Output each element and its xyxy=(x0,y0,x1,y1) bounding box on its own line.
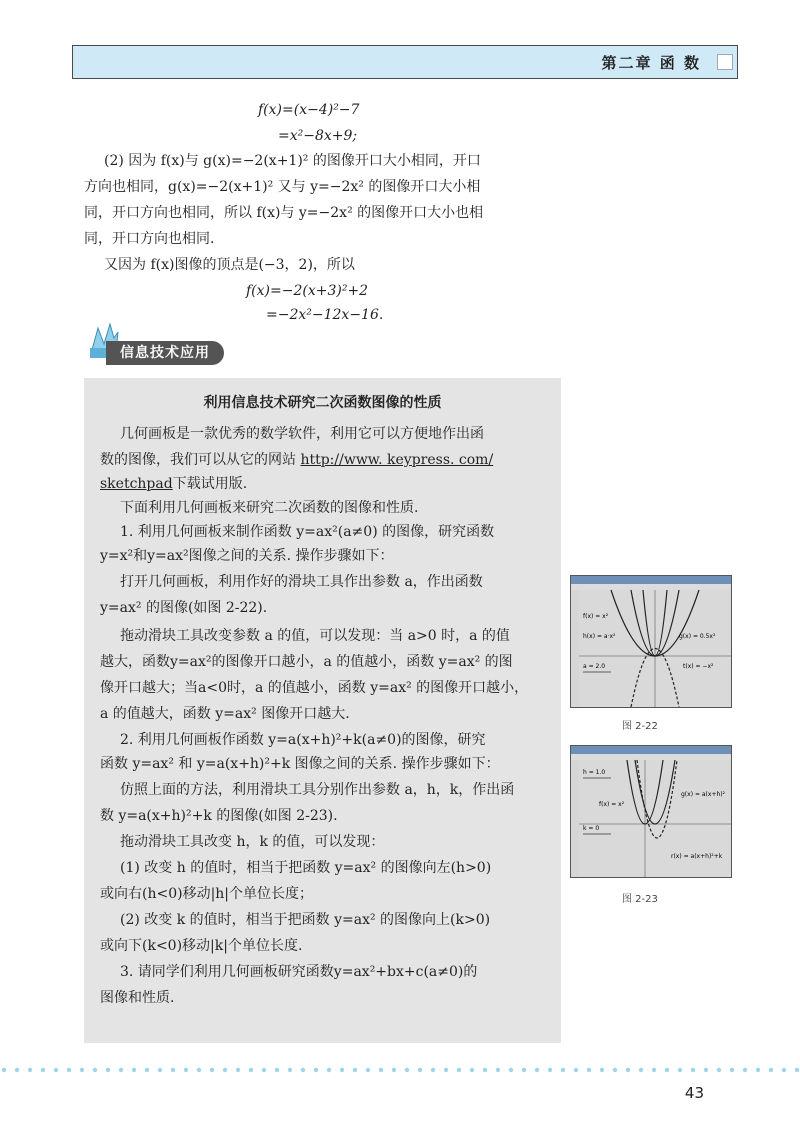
window-menubar xyxy=(571,754,731,760)
figure-2-23 xyxy=(570,745,732,878)
box-line: a 的值越大，函数 y=ax² 图像开口越大. xyxy=(100,706,350,722)
label-g: g(x) = 0.5x² xyxy=(679,633,716,640)
paragraph-line: 同，开口方向也相同. xyxy=(84,231,215,247)
box-line: 越大，函数y=ax²的图像开口越小，a 的值越小，函数 y=ax² 的图 xyxy=(100,654,513,670)
paragraph-line: 同，开口方向也相同，所以 f(x)与 y=−2x² 的图像开口大小也相 xyxy=(84,205,484,221)
paragraph-line: (2) 因为 f(x)与 g(x)=−2(x+1)² 的图像开口大小相同，开口 xyxy=(104,153,481,169)
label-r: r(x) = a(x+h)²+k xyxy=(671,853,723,860)
window-titlebar xyxy=(571,576,731,584)
box-line: 打开几何画板，利用作好的滑块工具作出参数 a，作出函数 xyxy=(120,574,483,590)
label-k: k = 0 xyxy=(583,825,600,832)
label-f: f(x) = x² xyxy=(599,801,625,808)
window-titlebar xyxy=(571,746,731,754)
figure-2-22-graph xyxy=(571,576,731,707)
figure-2-23-caption: 图 2-23 xyxy=(622,894,658,905)
info-box xyxy=(84,378,561,1043)
website-link[interactable]: http://www. keypress. com/ xyxy=(300,452,494,468)
box-line: 数 y=a(x+h)²+k 的图像(如图 2-23). xyxy=(100,808,338,824)
equation-line: f(x)=(x−4)²−7 xyxy=(258,102,360,118)
box-line: (1) 改变 h 的值时，相当于把函数 y=ax² 的图像向左(h>0) xyxy=(120,860,492,876)
box-text: 下载试用版. xyxy=(172,476,248,492)
box-line: 拖动滑块工具改变参数 a 的值，可以发现：当 a>0 时，a 的值 xyxy=(120,628,510,644)
chapter-title: 第二章 函 数 xyxy=(601,54,701,72)
label-a: a = 2.0 xyxy=(583,663,606,670)
box-text: 数的图像，我们可以从它的网站 xyxy=(100,452,301,468)
box-line: 图像和性质. xyxy=(100,990,175,1006)
label-h: h = 1.0 xyxy=(583,769,606,776)
box-line: 几何画板是一款优秀的数学软件，利用它可以方便地作出函 xyxy=(120,426,484,442)
label-h: h(x) = a·x² xyxy=(583,633,616,640)
box-line: 2. 利用几何画板作函数 y=a(x+h)²+k(a≠0)的图像，研究 xyxy=(120,732,486,748)
box-title: 利用信息技术研究二次函数图像的性质 xyxy=(203,395,442,411)
equation-line: =−2x²−12x−16. xyxy=(266,307,384,323)
chapter-header-bar xyxy=(72,45,738,79)
box-line xyxy=(100,474,247,494)
box-line: 下面利用几何画板来研究二次函数的图像和性质. xyxy=(120,500,419,516)
website-link-cont[interactable]: sketchpad xyxy=(100,476,173,492)
equation-line: f(x)=−2(x+3)²+2 xyxy=(246,283,369,299)
box-line: 或向右(h<0)移动|h|个单位长度； xyxy=(100,886,314,902)
box-line: (2) 改变 k 的值时，相当于把函数 y=ax² 的图像向上(k>0) xyxy=(120,912,491,928)
box-line: 拖动滑块工具改变 h，k 的值，可以发现： xyxy=(120,834,385,850)
box-line xyxy=(100,450,493,470)
figure-2-22 xyxy=(570,575,732,708)
box-line: y=ax² 的图像(如图 2-22). xyxy=(100,600,268,616)
equation-line: =x²−8x+9; xyxy=(278,128,358,144)
box-line: 像开口越大；当a<0时，a 的值越小，函数 y=ax² 的图像开口越小， xyxy=(100,680,529,696)
box-line: 仿照上面的方法，利用滑块工具分别作出参数 a，h，k，作出函 xyxy=(120,782,515,798)
page-number: 43 xyxy=(684,1084,704,1102)
label-f: f(x) = x² xyxy=(583,613,609,620)
footer-dotted-line xyxy=(0,1066,800,1074)
box-line: 函数 y=ax² 和 y=a(x+h)²+k 图像之间的关系. 操作步骤如下： xyxy=(100,756,500,772)
window-toolbar xyxy=(571,760,579,877)
box-line: 或向下(k<0)移动|k|个单位长度. xyxy=(100,938,303,954)
figure-2-23-graph xyxy=(571,746,731,877)
box-line: y=x²和y=ax²图像之间的关系. 操作步骤如下： xyxy=(100,548,394,564)
section-banner: 信息技术应用 xyxy=(106,341,224,365)
window-toolbar xyxy=(571,590,579,707)
paragraph-line: 又因为 f(x)图像的顶点是(−3，2)，所以 xyxy=(104,257,355,273)
figure-2-22-caption: 图 2-22 xyxy=(622,721,658,732)
paragraph-line: 方向也相同，g(x)=−2(x+1)² 又与 y=−2x² 的图像开口大小相 xyxy=(84,179,481,195)
box-line: 3. 请同学们利用几何画板研究函数y=ax²+bx+c(a≠0)的 xyxy=(120,964,478,980)
window-menubar xyxy=(571,584,731,590)
header-square-decoration xyxy=(717,54,733,70)
box-line: 1. 利用几何画板来制作函数 y=ax²(a≠0) 的图像，研究函数 xyxy=(120,524,495,540)
label-t: t(x) = −x² xyxy=(683,663,714,670)
label-g: g(x) = a(x+h)² xyxy=(681,791,726,798)
